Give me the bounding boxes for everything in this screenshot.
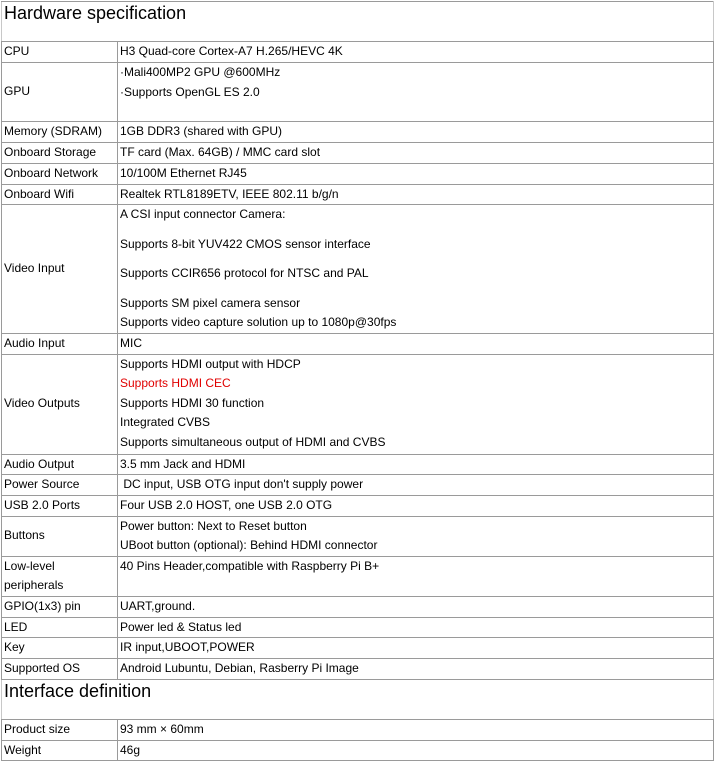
table-row-storage [2,143,714,164]
low-level-label-line-1: Low-level [4,558,55,573]
row-value-cpu: H3 Quad-core Cortex-A7 H.265/HEVC 4K [118,42,714,63]
low-level-label-line-2: peripherals [4,578,64,592]
hardware-section-row [2,2,714,42]
row-label-weight: Weight [2,740,118,761]
table-row-os [2,659,714,680]
row-value-audio-input: MIC [118,334,714,355]
row-value-buttons [118,516,714,556]
row-value-network: 10/100M Ethernet RJ45 [118,163,714,184]
row-value-gpu [118,63,714,122]
row-label-key: Key [2,638,118,659]
video-input-line-2: Supports 8-bit YUV422 CMOS sensor interface [120,236,371,251]
gpu-line-1: ·Mali400MP2 GPU @600MHz [120,65,281,79]
row-label-audio-input: Audio Input [2,334,118,355]
video-input-line-1: A CSI input connector Camera: [120,207,286,221]
video-output-line-4: Integrated CVBS [120,415,211,429]
table-row-key [2,638,714,659]
row-value-led: Power led & Status led [118,617,714,638]
table-row-low-level [2,556,714,596]
gpu-line-2: ·Supports OpenGL ES 2.0 [120,84,260,99]
row-label-audio-output: Audio Output [2,454,118,475]
table-row-audio-output [2,454,714,475]
table-row-gpu [2,63,714,122]
buttons-line-2: UBoot button (optional): Behind HDMI connector [120,538,378,552]
row-value-video-outputs [118,354,714,454]
row-value-video-input [118,205,714,334]
row-value-memory: 1GB DDR3 (shared with GPU) [118,122,714,143]
row-value-usb: Four USB 2.0 HOST, one USB 2.0 OTG [118,496,714,517]
row-label-wifi: Onboard Wifi [2,184,118,205]
row-label-usb: USB 2.0 Ports [2,496,118,517]
row-value-key: IR input,UBOOT,POWER [118,638,714,659]
table-row-video-outputs [2,354,714,454]
table-row-network [2,163,714,184]
table-row-wifi [2,184,714,205]
row-label-network: Onboard Network [2,163,118,184]
row-value-product-size: 93 mm × 60mm [118,719,714,740]
row-value-gpio: UART,ground. [118,596,714,617]
table-row-audio-input [2,334,714,355]
row-label-storage: Onboard Storage [2,143,118,164]
table-row-product-size [2,719,714,740]
row-label-gpio: GPIO(1x3) pin [2,596,118,617]
video-output-line-1: Supports HDMI output with HDCP [120,356,301,371]
table-row-buttons [2,516,714,556]
interface-section-title: Interface definition [2,679,714,719]
row-label-cpu: CPU [2,42,118,63]
row-value-audio-output: 3.5 mm Jack and HDMI [118,454,714,475]
table-row-cpu [2,42,714,63]
video-input-line-4: Supports SM pixel camera sensor [120,295,301,310]
spec-table [1,1,714,761]
table-row-gpio [2,596,714,617]
video-output-line-5: Supports simultaneous output of HDMI and CVBS [120,434,386,449]
video-output-line-2: Supports HDMI CEC [120,376,231,390]
row-label-low-level [2,556,118,596]
row-value-low-level: 40 Pins Header,compatible with Raspberry Pi B+ [118,556,714,596]
row-label-video-input: Video Input [2,205,118,334]
table-row-power-source [2,475,714,496]
row-value-weight: 46g [118,740,714,761]
row-label-video-outputs: Video Outputs [2,354,118,454]
row-label-led: LED [2,617,118,638]
video-output-line-3: Supports HDMI 30 function [120,395,265,410]
row-label-memory: Memory (SDRAM) [2,122,118,143]
row-label-product-size: Product size [2,719,118,740]
row-label-gpu: GPU [2,63,118,122]
hardware-section-title: Hardware specification [2,2,714,42]
row-label-os: Supported OS [2,659,118,680]
table-row-video-input [2,205,714,334]
table-row-memory [2,122,714,143]
buttons-line-1: Power button: Next to Reset button [120,518,307,533]
row-label-power-source: Power Source [2,475,118,496]
table-row-led [2,617,714,638]
table-row-weight [2,740,714,761]
interface-section-row [2,679,714,719]
row-value-wifi: Realtek RTL8189ETV, IEEE 802.11 b/g/n [118,184,714,205]
table-row-usb [2,496,714,517]
row-value-power-source: DC input, USB OTG input don't supply power [118,475,714,496]
row-value-os: Android Lubuntu, Debian, Rasberry Pi Image [118,659,714,680]
video-input-line-5: Supports video capture solution up to 1080p@30fps [120,315,397,329]
video-input-line-3: Supports CCIR656 protocol for NTSC and PAL [120,266,369,280]
row-value-storage: TF card (Max. 64GB) / MMC card slot [118,143,714,164]
row-label-buttons: Buttons [2,516,118,556]
